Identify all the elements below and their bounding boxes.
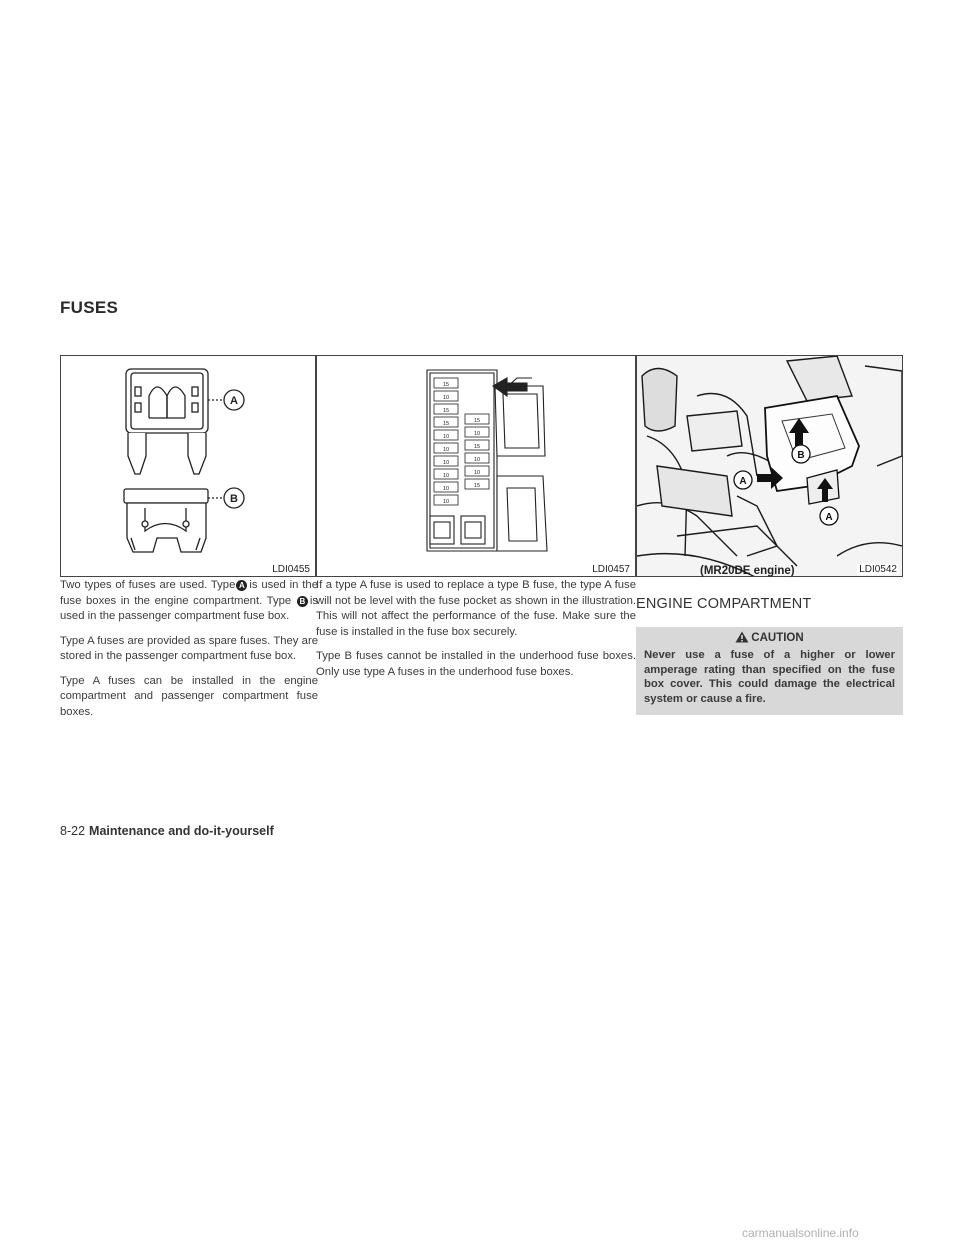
fuse-rating: 10 [473, 457, 481, 463]
fuse-rating: 10 [442, 395, 450, 401]
fuse-rating: 15 [442, 408, 450, 414]
fuse-rating: 15 [442, 382, 450, 388]
label-b: B [797, 450, 805, 461]
column-1 [60, 578, 318, 729]
label-b: B [230, 493, 238, 505]
fuse-rating: 10 [442, 434, 450, 440]
paragraph-spare-fuses: Type A fuses are provided as spare fuses. They are stored in the passenger compartment fuse box. [60, 634, 318, 662]
figure-code: LDI0542 [859, 564, 897, 575]
figure-fuse-types [60, 355, 316, 577]
figure-caption: (MR20DE engine) [700, 565, 795, 577]
paragraph-underhood: Type B fuses cannot be installed in the underhood fuse boxes. Only use type A fuses in the underhood fuse boxes. [316, 650, 636, 678]
caution-heading: CAUTION [644, 631, 895, 644]
chapter-title: Maintenance and do-it-yourself [89, 824, 274, 838]
figure-code: LDI0457 [592, 564, 630, 575]
column-2 [316, 578, 636, 689]
figure-fuse-box [316, 355, 636, 577]
paragraph-fuse-types: Two types of fuses are used. Type A is used in the fuse boxes in the engine compartment. Type B is used in the passenger compartment fuse box. [60, 579, 318, 622]
badge-a: A [236, 580, 247, 591]
fuse-rating: 10 [442, 447, 450, 453]
badge-b: B [297, 596, 308, 607]
watermark: carmanualsonline.info [742, 1226, 859, 1240]
fuse-types-illustration [61, 356, 316, 577]
label-a: A [825, 512, 833, 523]
fuse-rating: 15 [473, 483, 481, 489]
caution-box [636, 627, 903, 715]
fuse-rating: 10 [473, 431, 481, 437]
warning-icon [735, 631, 749, 643]
label-a: A [739, 476, 747, 487]
fuse-rating: 15 [442, 421, 450, 427]
section-title: FUSES [60, 298, 119, 317]
fuse-box-illustration [317, 356, 636, 577]
figure-code: LDI0455 [272, 564, 310, 575]
fuse-rating: 10 [473, 470, 481, 476]
paragraph-install: Type A fuses can be installed in the engine compartment and passenger compartment fuse boxes. [60, 674, 318, 718]
fuse-rating: 10 [442, 473, 450, 479]
page-footer [60, 824, 274, 838]
fuse-rating: 10 [442, 486, 450, 492]
fuse-rating: 15 [473, 444, 481, 450]
label-a: A [230, 395, 238, 407]
fuse-rating: 15 [473, 418, 481, 424]
figure-engine-compartment [636, 355, 903, 577]
engine-compartment-illustration [637, 356, 903, 577]
paragraph-replace: If a type A fuse is used to replace a type B fuse, the type A fuse will not be level with the fuse pocket as shown in the illustration. This will not affect the performance of the fuse. Make sure the fuse is installed in the fuse box securely. [316, 579, 636, 638]
fuse-rating: 10 [442, 460, 450, 466]
subheading-engine-compartment: ENGINE COMPARTMENT [636, 596, 812, 612]
page-number: 8-22 [60, 824, 86, 838]
fuse-rating: 10 [442, 499, 450, 505]
caution-text: Never use a fuse of a higher or lower amperage rating than specified on the fuse box cover. This could damage the electrical system or cause a fire. [644, 649, 895, 705]
